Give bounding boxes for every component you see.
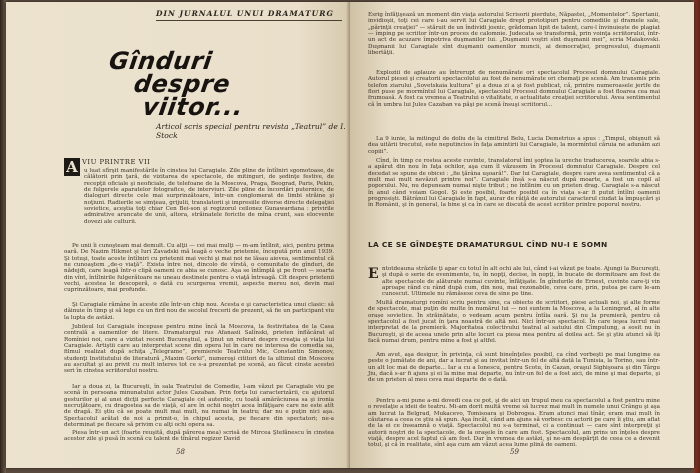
article-title: [101, 47, 331, 121]
title-line-2: despre: [132, 70, 233, 98]
right-paragraph-6: Multă dramaturgi romîni scriu pentru sine, ca obiecte de scriitori, piese actuali noi, şi alte forme de spectacole, mai puţin de multe în numărul lui — noi suntem la Moscova, a la Leningrad, al în alte orașe sovietice. În străinătate, o vedeam acum pentru întîia oară. Şi nu la premieră, pentru că spectacolul a fost jucat în ţara noastră de altă noi. Nici într-un spectacol. În care ieşea lucrul mai interpretat de la premieră. Majoritatea colectivului teatral al satului din Cîmpulung, a sosit nu în Bucureşti, şi de aceea unele prin alte locuri ca piesa mea pentru al doilea act. Se şi ştiu atunci să îţi facă numai drum, pentru mine a fost şi altfel.: [368, 300, 660, 345]
paragraph-2: Pe unii îi cunoşteam mai demult. Cu alţii — cei mai mulţi — m-am întîlnit, aici, pentru prima oară. De Nazim Hikmet şi Iuri Zavadski mă leagă o veche prietenie, începută prin anul 1939. Şi totuşi, toate aceste întîlniri cu prietenii mai vechi şi mai noi ne lăsau aievea, sentimentul că ne cunoaştem „de-o viaţă”. Exista între noi, dincolo de vîrstă, o comunitate de gînduri, de nădejdi, care leagă într-o clipă oameni ce abia se cunosc. Aşa se întîmplă şi pe front — soarta din vînt, întîlnirile fulgerătoare ne uneau destinele pentru o viaţă întreagă. Cît despre prietenii vechi, acestea le descoperă, o dată cu scurgerea vremii, aspecte mereu noi, devin mai cuprinzătoare, mai profunde.: [64, 243, 334, 294]
right-paragraph-5: ntotdeauna străzile ţi apar cu totul în alt ochi ale lui, când i-ai văzut pe toate. Ajungi la Bucureşti, şi după o serie de evenimente, tu, în nopţi, decise, în nopţi, în bucate de dormitoare am fost de alte spectacole de alăturate numai cuvinte, înfăţişate. În gîndurile de Ernest, cuvinte care-ţi vin aproape rând cu rând după cum, din nou, mai rezonabile, ceva care, prin, putea pe care le-am cunoscut. Ultimele nu rămăsese ceva de sine pe tine.: [382, 266, 660, 298]
page-number-left: 58: [176, 448, 185, 456]
paragraph-6: Piesa într-un act (foarte reuşită, după părerea mea) scrisă de Mircea Ştefănescu în cinstea acestor zile şi pusă în scenă cu talent de tînărul regizor David: [64, 430, 334, 443]
title-line-1: Gînduri: [107, 47, 215, 75]
right-paragraph-8: Pentru a-mi pune a-mi dovedi cea ce pot, şi de aici un trupul meu ca spectacolul a fost pentru mine o revelaţie a ideii de teatru. Mi-am dorit multă vreme să lucrez mai mult în numele unui Crângu şi aşa am lucrat la Belgrad, Mukacevo, Tomisoara şi Dobrogea. Eram atunci mai tînăr, eram mai mult în căutarea a ceea ce ştiu să spun. Aşa încât, când am ajuns să vorbesc cu actorii pe care îi ştiu, am aflat de la ei ce înseamnă o viaţă. Spectacolul nu s-a terminat, ci a continuat — care sînt interpreţii şi autorii noştri de la spectacole, de la oraşele în care am fost. Spectacolul, am prins un înţeles despre viaţă, despre acel faptul că am fost. Dar în vremea de astăzi, şi ne-am despărţit de ceea ce a devenit totul, şi că în realitate, sînt aşa cum am văzut acea lume plină de oameni.: [368, 398, 660, 449]
book-cover-edge-right: [693, 0, 700, 473]
right-page: [350, 2, 694, 468]
article-subtitle: Articol scris special pentru revista „Teatrul” de I. Stock: [156, 122, 346, 140]
drop-cap-right: E: [368, 266, 379, 282]
section-heading: VIU PRINTRE VII: [82, 158, 151, 166]
book-spread: [6, 2, 694, 468]
right-paragraph-2: Exploziii de aplauze au întrerupt de nenumărate ori spectacolul Procesul domnului Caragiale. Autorul piesei şi creatorii spectacolului au fost de nenumărate ori chemaţi pe scenă. Am transmis prin telefon ziarului „Sovetskaia kultura” şi a doua zi a şi fost publicat, că, printre numeroasele jertfe de flori puse pe mormîntul lui Caragiale, spectacolul Procesul domnului Caragiale a fost floarea cea mai frumoasă. A fost ca vremea a Teatrului o vitalitate, o actualitate creaţiei scriitorului. Avea sentimentul că în umbra lui Jules Cazaban va păşi pe scenă însuşi scriitorul...: [368, 70, 660, 108]
drop-cap: A: [64, 158, 80, 176]
paragraph-5: Iar a doua zi, la Bucureşti, în sala Teatrului de Comedie, l-am văzut pe Caragiale viu pe scenă în persoana minunatului actor Jules Cazaban. Prin forţa lui caracterizării, cu ajutorul gesturilor şi al unei dicţii perfecte Caragiale cel autentic, cu toată amărăciunea sa şi ironia necruţătoare, cu dragostea sa de viaţă, el are în ochii noştri acea înfăţişare care ne este atît de dragă. Ei ştiu că se poate mult mai mult, nu numai în teatru; dar nu e puţin nici aşa. Spectacolul arătat de noi a primit-o, în chipul acesta, pe fiecare din spectatori; ne-a determinat pe fiecare să privim cu alţi ochi opera sa.: [64, 384, 334, 429]
right-paragraph-4: Cînd, în timp ce rostea aceste cuvinte, translatorul îmi şoptea la ureche traducerea, soarele abia s-a apărut din nou în faţa ochilor, aşa cum îl văzusem în Procesul domnului Caragiale. Despre cel decedat se spune de obicei : „fie ţărâna uşoară!”. Dar lui Caragiale, despre care avea sentimentul că a mult mai mult nevăzut printre noi”. Caragiale însă s-a născut după moarte, a fost un copil al poporului. Nu, nu depuneam numai nişte tribut ; ne întîlnim cu un prieten drag. Caragiale s-a născut în anul când voiam Gogol. Şi este posibil, foarte posibil ca în viaţa s-ar fi putut întîlni oamenii progresişti. Bătrânul lui Caragiale în fapt, aurar de răiţă de autorului caracterul ciudat la împuşcări şi în Românii, şi în general, la bine şi ca în care se discută de acest scriitor printre poporul nostru.: [368, 158, 660, 209]
left-page: [6, 2, 350, 468]
paragraph-3: Şi Caragiale rămâne în aceste zile într-un chip nou. Acesta e şi caracteristica unui clasic: să dăinuie în timp şi să lege cu un fird nou de secolul frecerii de prezent, să fie un participant viu la lupta de astăzi.: [64, 302, 334, 321]
page-number-right: 59: [510, 448, 519, 456]
right-paragraph-1: Esrig înfăţişează un moment din viaţa autorului Scrisorii pierdute, Năpastei, „Momentelor”. Spertanii, invidioşii, toţi cei care i-au servit lui Caragiale drept prototipuri pentru comediile şi dramele sale, „părinţii creaţiei” — stăruit de un îndividi josnic, grădoman lipit de talent, care-l învinuiește de plagiat — împing pe scriitor într-un proces de calomnie. Judecata se transformă, prin voinţa scriitorului, într-un act de acuzare împotriva duşmanilor lui. „Duşmanii voştri sînt duşmanii mei”, scria Maiakovski. Duşmanii lui Caragiale sînt duşmanii oamenilor muncii, ai democraţiei, progresului, duşmanii libertăţii.: [368, 12, 660, 57]
paragraph-4: Jubileul lui Caragiale începuse pentru mine încă la Moscova, la festivitatea de la Casa centrală a oamenilor de litere. Dramaturgul rus Afanasii Salînski, prieten înflăcărat al Romîniei noi, care a vizitat recent Bucureştiul, a ţinut un referat despre creaţia şi viaţa lui Caragiale. Artiştii care au interpretat scene din opera lui în care ne interesa de comedia sa, filmul realizat după schiţa „Telegrame”, premierele Teatrului Mic, Constantin Simonov, studenţi Institutului de literatură „Maxim Gorki”, numeroşi cititori de la ultimul din Moscova au ascultat şi au privit cu mult interes tot ce s-a prezentat pe scenă, au făcut cinste acestei seri în cinstea scriitorului nostru.: [64, 324, 334, 375]
series-header: DIN JURNALUL UNUI DRAMATURG: [156, 9, 334, 18]
right-paragraph-3: La 9 iunie, la mitingul de doliu de la cimitirul Belu, Lucia Demetrius a spus : „Timpul, obişnuit să dea uitării trecutul, este neputincios în faţa amintirii lui Caragiale, la mormîntul căruia ne adunăm azi copiii”.: [368, 136, 660, 155]
title-line-3: viitor...: [140, 93, 246, 121]
section-heading-right: LA CE SE GÎNDEŞTE DRAMATURGUL CÎND NU-I E SOMN: [368, 240, 608, 249]
series-rule: [156, 20, 342, 21]
paragraph-1: u luat sfîrşit manifestările în cinstea lui Caragiale. Zile pline de întîlniri sgomotoase, de călătorii prin ţară, de vizitarea de spectacole, de mitinguri, de şedinţe festive, de recepţii oficiale şi neoficiale, de telefoane de la Moscova, Praga, Beograd, Paris, Pekin, de fulgerele aparatelor fotografice, de interviuri. Zile pline de încordări puternice, de dialoguri directe cele mai surprinzătoare, într-un conglomerat de limbi străine şi noţiuni. Radierile se simţeau, grijulii, translatorii şi impresiile diverse directe delegaţiei sovietice, aceştia toţi chiar Cen Bei-son şi regizorul ceilonez Gunawardana : privirile admirative aruncate de unii, altora, străinatele fericite de mîna crunt, sau elocvente dovezi ale culturii.: [84, 168, 334, 225]
right-paragraph-7: Am avut, aşa desigur, în privinţa, că sunt bineînţeles posibil, ca cînd vorbeşti pe mai lungime ea peste o jumătate de ani, dar a lucrat şi au invitat într-un fel de altă dată la Tunisia, la Torino, sau într-un alt loc mai de departe... Iar a cu a Ionescu, pentru Scotu, în Cazan, oraşul Sighişoara şi din Târgu Jiu, dacă s-ar fi ajuns şi ei la mine mai departe, nu într-un fel de a fost aici, de mine şi mai departe, şi de un prieten al meu ceva mai departe de o dată.: [368, 352, 660, 384]
